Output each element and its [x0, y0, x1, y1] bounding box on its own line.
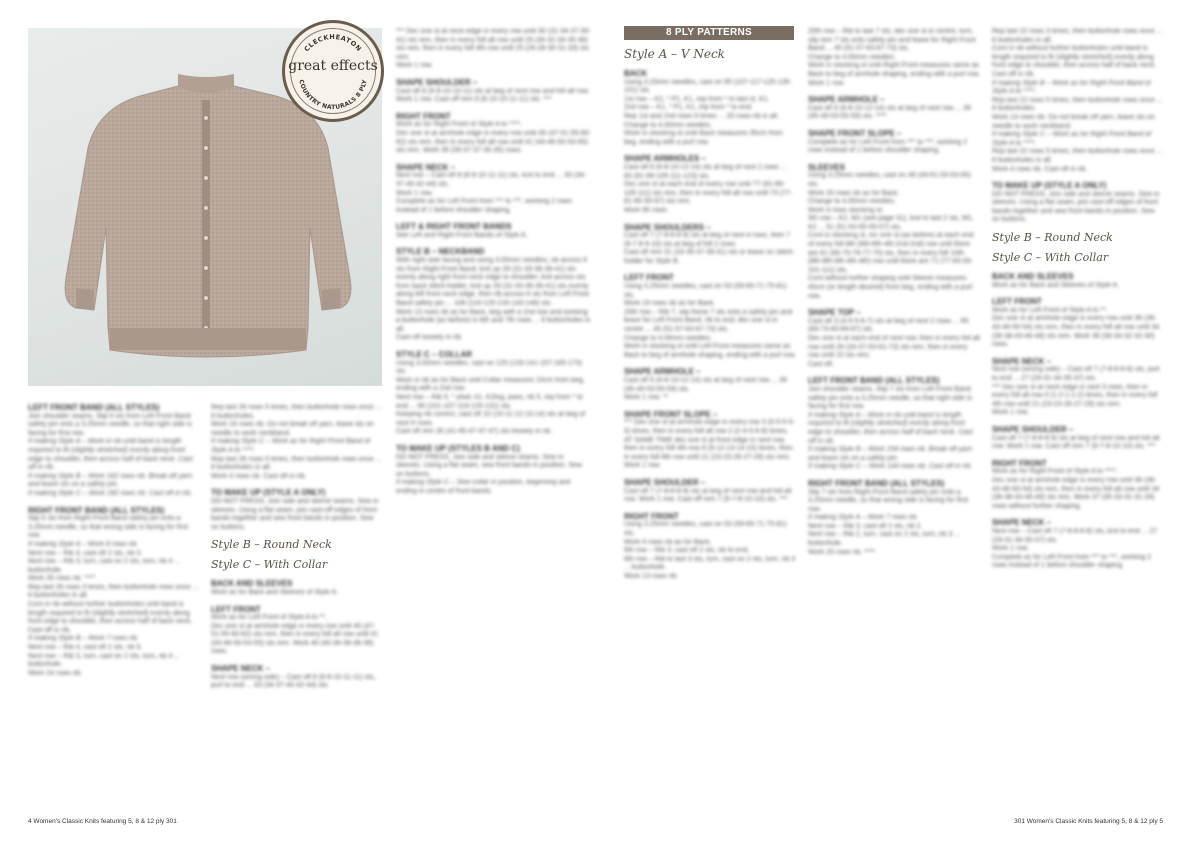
- style-instruction: If making Style B – Work 162 rows rib. Break off yarn and leave sts on a safety pin.: [28, 472, 193, 489]
- instruction-text: Rep last 26 rows 3 times, then buttonhole rows once ... 6 buttonholes in all.: [28, 583, 199, 600]
- instruction-text: Complete as for Left Front from *** to ***, working 2 rows instead of 1 before shoulder shaping.: [992, 553, 1152, 570]
- instruction-text: Work 13 rows rib as for Back, beg with a 2nd row and working a buttonhole (as before) in 6th and 7th rows ... 9 buttonholes in all.: [396, 308, 591, 333]
- instruction-text: 5th row – Rib 3, cast off 2 sts, rib to end.: [624, 547, 750, 555]
- instruction-text: Rep last 22 rows 3 times, then buttonhole rows once ... 6 buttonholes in all.: [992, 28, 1163, 44]
- instruction-text: Work in stocking st until Right Front measures same as Back to beg of armhole shaping, ending with a purl row.: [808, 62, 980, 78]
- instruction-text: Work 24 rows rib.: [28, 669, 83, 677]
- instruction-text: 1st row – K2, * P1, K1, rep from * to last st, K1.: [624, 95, 770, 103]
- section-heading: LEFT FRONT BAND (ALL STYLES): [808, 376, 940, 386]
- instruction-text: Work as for Left Front of Style A to **.: [992, 306, 1108, 314]
- instruction-text: 20th row – Rib 7, slip these 7 sts onto a safety pin and leave for Left Front Band, rib to end, dec one st in centre ... 45 (51-57-63-67-73) sts.: [624, 308, 793, 334]
- left-page-col2: [211, 404, 383, 691]
- instruction-text: Work in rib as for Back until Collar measures 10cm from beg, ending with a 2nd row.: [396, 376, 585, 393]
- section-heading: SHAPE SHOULDER –: [396, 77, 478, 87]
- instruction-text: Dec one st at each end of every row until 77 (81-89-105-111) sts rem, then in every foll alt row until 73 (77-81-85-93-97) sts rem.: [624, 181, 793, 206]
- section-heading: BACK: [624, 69, 648, 78]
- right-page-col3: [992, 28, 1164, 571]
- section-heading: SHAPE NECK –: [992, 518, 1052, 528]
- instruction-text: Cont in rib without further buttonholes until band is length required to fit (slightly stretched) evenly along front edge to shoulder, then across half of back neck. Cast off in rib.: [992, 45, 1157, 78]
- instruction-text: Using 3.25mm needles, cast on 49 (49-51-53-53-55) sts.: [808, 172, 971, 188]
- instruction-text: Work 14 rows rib. Do not break off yarn, leave sts on needle to work neckband.: [992, 113, 1155, 130]
- instruction-text: Cast off 6 (6-8-10-12-14) sts at beg of next 2 rows ... 83 (91-99-105-111-123) sts.: [624, 163, 787, 180]
- instruction-text: Next row – Rib 3, turn, cast on 2 sts, turn, rib 4 ... buttonhole.: [28, 558, 181, 574]
- section-heading: RIGHT FRONT: [396, 111, 451, 121]
- section-heading: RIGHT FRONT BAND (ALL STYLES): [28, 505, 165, 515]
- section-heading: SHAPE TOP –: [808, 308, 861, 318]
- instruction-text: See Left and Right Front Bands of Style A.: [396, 231, 528, 239]
- instruction-text: Work as for Left Front of Style A to **.: [211, 614, 327, 622]
- instruction-text: Cast off 3 (4-5-5-6-7) sts at beg of next 2 rows ... 65 (69-73-83-89-97) sts.: [808, 317, 969, 334]
- instruction-text: With right side facing and using 3.00mm needles, rib across 6 sts from Right Front Band, knit up 29 (31-33-36-39-41) sts evenly along right front neck edge to shoulder, knit across sts from back stitch-holder, knit up 29 (31-33-36-39-41) sts evenly along left front neck edge, then rib across 6 sts from Left Front Band safety pin ... 108 (116-125-133-143-146) sts.: [396, 257, 589, 308]
- style-instruction: If making Style A – Work in rib until band is length required to fit (slightly stretched) evenly along front edge to shoulder, then across half of back neck. Cast off in rib.: [28, 438, 193, 472]
- instruction-text: Work 4 rows rib. Cast off in rib.: [992, 165, 1088, 173]
- instruction-text: Work in stocking st until Back measures 35cm from beg, ending with a purl row.: [624, 130, 783, 146]
- section-heading: SHAPE ARMHOLES –: [624, 154, 706, 164]
- instruction-text: Next row (wrong side) – Cast off 8 (8-8-10-11-11) sts, purl to end ... 33 (34-37-40-42-44) sts.: [211, 673, 376, 690]
- instruction-text: 6th row – Rib to last 3 sts, turn, cast on 2 sts, turn, rib 3 ... buttonhole.: [624, 555, 796, 572]
- instruction-text: 2nd row – K1, * P1, K1, rep from * to end.: [624, 104, 753, 112]
- instruction-text: Work as for Back and Sleeves of Style A.: [992, 281, 1120, 289]
- instruction-text: Cast off 8 (9-9-10-10-11) sts at beg of next row and foll alt row. Work 1 row. Cast off rem 9 (8-10-10-11-11) sts. ***: [396, 87, 590, 104]
- section-heading: RIGHT FRONT: [992, 458, 1047, 468]
- instruction-text: Slip 7 sts from Right Front Band safety pin onto a 3.25mm needle, so that wrong side is facing for first row.: [808, 488, 968, 513]
- instruction-text: Cast off.: [808, 360, 834, 368]
- instruction-text: Next row – Rib 3, turn, cast on 2 sts, turn, rib 4 ... buttonhole.: [28, 652, 181, 669]
- badge-top-text: CLECKHEATON: [302, 32, 364, 54]
- badge-bottom-text: COUNTRY NATURALS 8 PLY: [297, 78, 369, 112]
- instruction-text: Cont in stocking st, inc one st (as before) at each end of every foll 8th (6th-6th-4th-2nd-2nd) row until there are 61 (65-75-79-77-75) sts, then in every foll 10th (8th-8th-6th-4th-4th) row until there are 71 (77-83-93-101-111) sts.: [808, 232, 974, 274]
- section-heading: SHAPE FRONT SLOPE –: [808, 128, 902, 138]
- instruction-text: 20th row – Rib to last 7 sts, dec one st in centre, turn, slip rem 7 sts onto safety pin and leave for Right Front Band ... 45 (51-57-63-67-73) sts.: [808, 28, 976, 53]
- instruction-text: Work 4 rows stocking st.: [808, 206, 884, 214]
- section-heading: TO MAKE UP (STYLES B AND C): [396, 443, 520, 453]
- style-instruction: If making Style C – Sew collar in position, beginning and ending in centre of front bands.: [396, 479, 571, 495]
- section-heading: LEFT FRONT BAND (ALL STYLES): [28, 403, 160, 412]
- instruction-text: Cast off rem 31 (33-35-37-39-41) sts or leave on stitch-holder for Style B.: [624, 249, 795, 265]
- instruction-text: Work 1 row.: [396, 62, 433, 70]
- section-heading: LEFT FRONT: [211, 604, 261, 614]
- instruction-text: Work 1 row.: [992, 409, 1029, 417]
- instruction-text: Slip 6 sts from Right Front Band safety pin onto a 3.25mm needle, so that wrong side is facing for first row.: [28, 515, 188, 540]
- instruction-text: Work 1 row.: [624, 462, 661, 470]
- section-bar: 8 PLY PATTERNS: [624, 26, 794, 40]
- instruction-text: Work 19 rows rib as for Back.: [624, 300, 716, 308]
- instruction-text: Work 4 rows rib as for Back.: [624, 538, 712, 546]
- instruction-text: Work in stocking st until Left Front measures same as Back to beg of armhole shaping, ending with a purl row.: [624, 343, 796, 359]
- style-instruction: If making Style B – Work 154 rows rib. Break off yarn and leave sts on a safety pin.: [808, 446, 973, 462]
- instruction-text: Cast off loosely in rib.: [396, 334, 463, 342]
- section-heading: SHAPE ARMHOLE –: [808, 95, 885, 105]
- section-heading: SHAPE NECK –: [396, 162, 456, 172]
- section-heading: SHAPE SHOULDER –: [624, 477, 706, 487]
- right-page-col2: [808, 28, 980, 557]
- instruction-text: Join shoulder seams. Slip 7 sts from Left Front Band safety pin onto a 3.25mm needle, so that right side is facing for first row.: [808, 385, 972, 411]
- style-instruction: If making Style C – Work as for Right Front Band of Style A to ****.: [992, 131, 1152, 147]
- section-heading: TO MAKE UP (STYLE A ONLY): [992, 181, 1107, 191]
- section-heading: SHAPE ARMHOLE –: [624, 367, 701, 377]
- instruction-text: Dec one st at armhole edge in every row until 36 (36-43-46-50-54) sts rem, then in every foll alt row until 34 (36-38-43-46-48) sts rem. Work 38 (36-34-32-32-30) rows.: [992, 315, 1160, 349]
- style-instruction: If making Style C – Work 144 rows rib. Cast off in rib.: [808, 463, 973, 471]
- instruction-text: Work as for Right Front of Style A to ****.: [992, 468, 1118, 476]
- instruction-text: Using 3.25mm needles, cast on 53 (59-65-71-75-81) sts.: [624, 521, 787, 537]
- section-heading: BACK AND SLEEVES: [992, 272, 1074, 282]
- instruction-text: Complete as for Left Front from *** to ***, working 2 rows instead of 1 before shoulder shaping.: [808, 138, 968, 155]
- svg-text:COUNTRY NATURALS 8 PLY: [297, 79, 368, 111]
- instruction-text: Next row – Rib 4, cast off 2 sts, rib 3.: [28, 549, 143, 557]
- section-heading: STYLE B – NECKBAND: [396, 247, 485, 257]
- instruction-text: Work 26 rows rib. ****: [28, 575, 96, 583]
- footer-right: 301 Women's Classic Knits featuring 5, 8 & 12 ply 5: [1014, 818, 1163, 825]
- instruction-text: Work 4 rows rib. Cast off in rib.: [211, 472, 307, 480]
- instruction-text: Cast off 7 (7-8-8-8-9) sts at beg of next row and foll alt row. Work 1 row. Cast off rem 7 (9-7-8-10-10) sts. ***: [992, 434, 1160, 451]
- instruction-text: Cast off 6 (6-8-10-12-14) sts at beg of next row ... 39 (45-49-53-55-59) sts. ****: [808, 104, 971, 121]
- style-subtitle: Style B – Round Neck: [992, 231, 1113, 245]
- instruction-text: Dec one st at armhole edge in every row until 45 (47-51-55-60-62) sts rem, then in every foll alt row until 41 (43-46-50-53-55) sts rem. Work 40 (40-36-36-36-36) rows.: [211, 622, 379, 656]
- instruction-text: Dec one st at armhole edge in every row until 36 (36-43-46-50-54) sts rem, then in every foll alt row until 34 (36-38-43-46-48) sts rem. Work 37 (35-33-31-31-29) rows without further shaping.: [992, 476, 1160, 510]
- instruction-text: Next row – Cast off 8 (8-9-10-11-11) sts, knit to end ... 33 (34-37-40-42-44) sts.: [396, 172, 587, 188]
- instruction-text: Work 1 row.: [396, 189, 433, 197]
- style-a-title: Style A – V Neck: [624, 47, 725, 61]
- section-heading: STYLE C – COLLAR: [396, 350, 473, 359]
- section-heading: SHAPE SHOULDERS –: [624, 222, 711, 232]
- instruction-text: Rep last 26 rows 5 times, then buttonhole rows once ... 8 buttonholes in all.: [211, 455, 382, 472]
- instruction-text: Next row – Rib 5, * yfwd, k1, K2tog, pass, rib 5, rep from * to end ... 95 (101-107-119-125-131) sts.: [396, 393, 583, 410]
- instruction-text: Rep last 22 rows 5 times, then buttonhole rows once ... 8 buttonholes in all.: [992, 148, 1163, 164]
- instruction-text: Dec one st at each end of next row, then in every foll alt row until 29 (33-37-53-61-73) sts rem, then in every row until 15 sts rem.: [808, 335, 980, 360]
- instruction-text: Next row – Rib 2, turn, cast on 2 sts, turn, rib 3 ... buttonhole.: [808, 531, 961, 548]
- right-page-col1: [624, 70, 796, 581]
- instruction-text: Work 20 rows rib as for Back.: [808, 189, 900, 197]
- footer-left: 4 Women's Classic Knits featuring 5, 8 & 12 ply 301: [28, 818, 177, 825]
- style-instruction: If making Style C – Work as for Right Front Band of Style A to ****.: [211, 438, 371, 454]
- section-heading: RIGHT FRONT BAND (ALL STYLES): [808, 478, 945, 488]
- instruction-text: Work 1 row. **: [624, 394, 669, 402]
- instruction-text: Using 3.25mm needles, cast on 95 (107-117-125-135-151) sts.: [624, 78, 792, 95]
- instruction-text: Work 16 rows rib. Do not break off yarn, leave sts on needle to work neckband.: [211, 421, 374, 437]
- instruction-text: DO NOT PRESS. Join side and sleeve seams. Sew in sleeves. Using a flat seam, sew front bands in position. Sew on buttons.: [396, 453, 582, 478]
- style-subtitle: Style B – Round Neck: [211, 538, 332, 552]
- instruction-text: Next row – Rib 3, cast off 2 sts, rib 2.: [808, 522, 923, 530]
- instruction-text: Dec one st at armhole edge in every row until 45 (47-51-55-60-62) sts rem, then in every foll alt row until 41 (43-46-50-53-55) sts rem. Work 39 (39-37-37-35-35) rows.: [396, 129, 591, 155]
- instruction-text: DO NOT PRESS. Join side and sleeve seams. Sew in sleeves. Using a flat seam, join cast-off edges of front bands together and sew front bands in position. Sew on buttons.: [211, 497, 379, 531]
- instruction-text: *** Dec one st at neck edge in next 3 rows, then in every foll alt row 0 (1-2-1-1-2) times, then in every foll 4th row until 21 (23-23-26-27-29) sts rem.: [992, 383, 1158, 408]
- style-instruction: If making Style B – Work 7 rows rib.: [28, 635, 139, 643]
- instruction-text: Change to 4.00mm needles.: [808, 198, 896, 206]
- section-heading: SHAPE NECK –: [211, 664, 271, 674]
- instruction-text: Change to 4.00mm needles.: [808, 53, 896, 61]
- instruction-text: DO NOT PRESS. Join side and sleeve seams. Sew in sleeves. Using a flat seam, join cast-off edges of front bands together and sew front bands in position. Sew on buttons.: [992, 190, 1160, 224]
- instruction-text: Using 3.00mm needles, cast on 125 (133-141-157-165-173) sts.: [396, 359, 583, 376]
- instruction-text: Work 1 row.: [992, 545, 1029, 553]
- left-page-col1: [28, 404, 200, 678]
- instruction-text: *** Dec one st at armhole edge in every row 3 (5-5-5-5-5) times, then in every foll alt row 2 (2-4-5-6-8) times, AT SAME TIME dec one st at front edge in next row, then in every foll 4th row 8 (9-12-13-14-15) times, then in every foll 6th row until 21 (23-23-26-27-29) sts rem.: [624, 419, 795, 461]
- instruction-text: Work as for Right Front of Style A to ****.: [396, 121, 522, 129]
- instruction-text: Rep last 22 rows 5 times, then buttonhole rows once ... 8 buttonholes.: [992, 96, 1163, 113]
- instruction-text: Using 3.25mm needles, cast on 53 (59-65-71-75-81) sts.: [624, 283, 787, 299]
- style-instruction: If making Style A – Work 7 rows rib.: [808, 514, 919, 522]
- instruction-text: Work as for Back and Sleeves of Style A.: [211, 588, 339, 596]
- instruction-text: Rep 1st and 2nd rows 9 times ... 20 rows rib in all.: [624, 112, 779, 120]
- instruction-text: Cast off 6 (6-8-10-12-14) sts at beg of next row ... 39 (45-49-53-55-59) sts.: [624, 377, 787, 393]
- section-heading: LEFT FRONT: [992, 297, 1042, 307]
- section-heading: TO MAKE UP (STYLE A ONLY): [211, 488, 326, 498]
- instruction-text: Cont in rib without further buttonholes until band is length required to fit (slightly stretched) evenly along front edge to shoulder, then across half of back neck. Cast off in rib.: [28, 601, 193, 634]
- section-heading: SLEEVES: [808, 162, 845, 172]
- instruction-text: Cast off 7 (7-8-8-8-9) sts at beg of next row and foll alt row. Work 1 row. Cast off rem 7 (9-7-8-10-10) sts. ***: [624, 487, 792, 504]
- instruction-text: Cast off rem 35 (41-45-47-47-47) sts loosely in rib.: [396, 428, 553, 436]
- style-instruction: If making Style A – Work 8 rows rib.: [28, 540, 139, 548]
- instruction-text: Change to 4.00mm needles.: [624, 121, 712, 129]
- instruction-text: Next row – Rib 4, cast off 2 sts, rib 3.: [28, 644, 143, 652]
- section-heading: SHAPE NECK –: [992, 356, 1052, 366]
- style-instruction: If making Style C – Work 182 rows rib. Cast off in rib.: [28, 489, 193, 497]
- instruction-text: Work 13 rows rib.: [624, 572, 679, 580]
- instruction-text: Cont without further shaping until Sleeve measures 45cm (or length desired) from beg, ending with a purl row.: [808, 275, 973, 300]
- instruction-text: Work 95 rows.: [624, 206, 669, 214]
- style-subtitle: Style C – With Collar: [992, 251, 1109, 265]
- section-heading: LEFT & RIGHT FRONT BANDS: [396, 222, 512, 232]
- instruction-text: Work 1 row.: [808, 79, 845, 87]
- section-heading: LEFT FRONT: [624, 273, 674, 283]
- instruction-text: Rep last 26 rows 5 times, then buttonhole rows once ... 8 buttonholes.: [211, 404, 382, 420]
- style-subtitle: Style C – With Collar: [211, 558, 328, 572]
- svg-text:CLECKHEATON: [303, 33, 364, 53]
- instruction-text: Next row (wrong side) – Cast off 7 (7-8-8-8-8) sts, purl to end ... 27 (29-31-34-35-37) sts.: [992, 366, 1160, 382]
- instruction-text: *** Dec one st at neck edge in every row until 30 (31-34-37-39-41) sts rem, then in every foll alt row until 29 (30-32-34-35-36) sts rem, then in every foll 4th row until 25 (26-28-30-31-33) sts rem.: [396, 28, 591, 61]
- instruction-text: Work 20 rows rib. ****: [808, 548, 876, 556]
- instruction-text: Change to 4.00mm needles.: [624, 334, 712, 342]
- instruction-text: 5th row – K2, M1 (see page 31), knit to last 2 sts, M1, K2 ... 51 (51-53-55-55-57) sts.: [808, 215, 974, 231]
- section-heading: SHAPE FRONT SLOPE –: [624, 409, 718, 419]
- great-effects-badge: [282, 20, 384, 122]
- instruction-text: Keeping rib correct, cast off 10 (10-11-12-13-14) sts at beg of next 6 rows.: [396, 411, 586, 427]
- left-page-col3: [396, 28, 591, 497]
- badge-center-text: great effects: [288, 58, 378, 74]
- section-heading: BACK AND SLEEVES: [211, 579, 293, 589]
- instruction-text: Join shoulder seams. Slip 6 sts from Left Front Band safety pin onto a 3.25mm needle, so that right side is facing for first row.: [28, 412, 192, 437]
- style-instruction: If making Style A – Work in rib until band is length required to fit (slightly stretched) evenly along front edge to shoulder, then across half of back neck. Cast off in rib.: [808, 411, 973, 445]
- section-heading: RIGHT FRONT: [624, 511, 679, 521]
- instruction-text: Complete as for Left Front from *** to ***, working 2 rows instead of 1 before shoulder shaping.: [396, 198, 572, 214]
- style-instruction: If making Style B – Work as for Right Front Band of Style A to ****.: [992, 79, 1151, 96]
- instruction-text: Cast off 7 (7-8-8-8-9) sts at beg of next 4 rows, then 7 (8-7-8-9-10) sts at beg of foll 2 rows.: [624, 232, 791, 248]
- section-heading: SHAPE SHOULDER –: [992, 424, 1074, 434]
- instruction-text: Next row – Cast off 7 (7-8-8-8-8) sts, knit to end ... 27 (29-31-34-35-37) sts.: [992, 527, 1158, 544]
